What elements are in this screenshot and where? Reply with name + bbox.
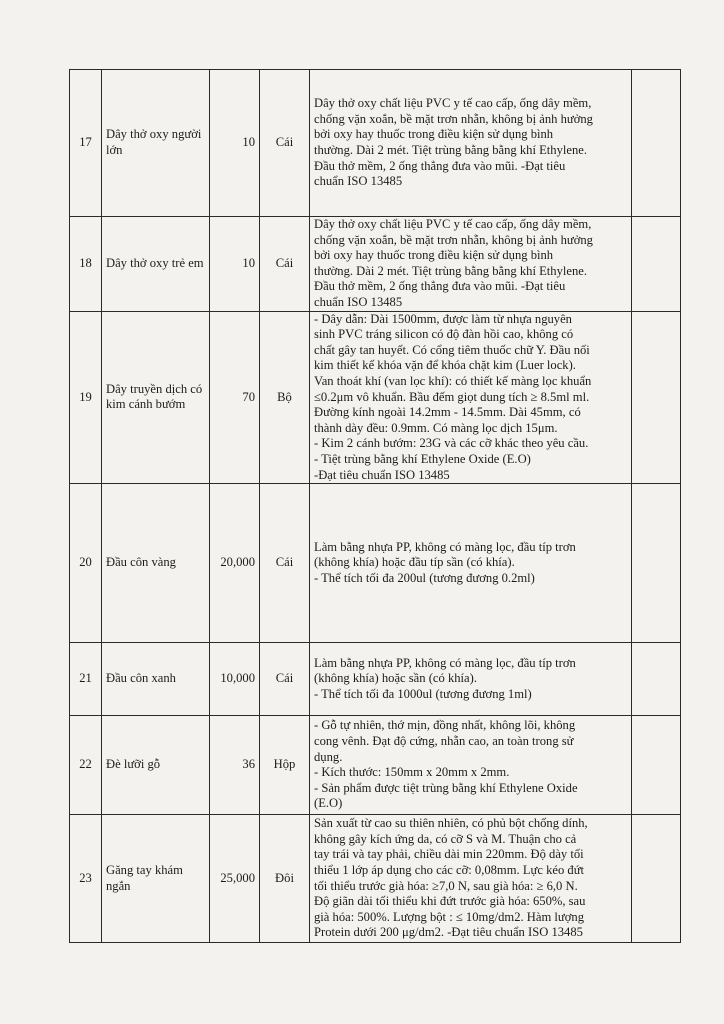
unit: Hộp (260, 716, 310, 815)
spec-line: Độ giãn dài tối thiểu khi đứt trước già hóa: 650%, sau (314, 894, 586, 909)
spec-line: thường. Dài 2 mét. Tiệt trùng bằng bằng khí Ethylene. (314, 143, 588, 157)
spec-line: thiểu 1 lớp áp dụng cho các cỡ: 0,08mm. Lực kéo đứt (314, 863, 585, 877)
spec-line: Dây thở oxy chất liệu PVC y tế cao cấp, ống dây mềm, (314, 217, 592, 231)
spec-line: bởi oxy hay thuốc trong điều kiện sử dụng bình (314, 127, 554, 142)
spec-line: chuẩn ISO 13485 (314, 174, 403, 189)
table-row (70, 217, 681, 312)
unit: Cái (260, 217, 310, 312)
product-name: Đầu côn xanh (102, 643, 210, 716)
spec-line: - Thể tích tối đa 200ul (tương đương 0.2ml) (314, 570, 535, 585)
spec-line: già hóa: 500%. Lượng bột : ≤ 10mg/dm2. Hàm lượng (314, 909, 584, 924)
spec-line: sinh PVC tráng silicon có độ đàn hồi cao, không có (314, 327, 574, 342)
unit: Cái (260, 70, 310, 217)
spec-line: ≤0.2μm vô khuẩn. Bầu đếm giọt dung tích ≥ 8.5ml ml. (314, 389, 590, 404)
empty-cell (632, 484, 681, 643)
spec-line: tối thiểu trước già hóa: ≥7,0 N, sau già hóa: ≥ 6,0 N. (314, 878, 578, 893)
spec-line: Protein dưới 200 μg/dm2. -Đạt tiêu chuẩn ISO 13485 (314, 925, 583, 940)
table-row (70, 484, 681, 643)
spec-line: Đầu thở mềm, 2 ống thẳng đưa vào mũi. -Đạt tiêu (314, 279, 566, 294)
product-name: Dây thở oxy trẻ em (102, 217, 210, 312)
specification (310, 484, 632, 643)
unit: Cái (260, 484, 310, 643)
spec-line: Đường kính ngoài 14.2mm - 14.5mm. Dài 45mm, có (314, 405, 581, 420)
spec-line: (không khía) hoặc đầu típ sần (có khía). (314, 555, 515, 570)
spec-line: - Gỗ tự nhiên, thớ mịn, đồng nhất, không lõi, không (314, 718, 576, 733)
row-number: 18 (70, 217, 102, 312)
table-row (70, 815, 681, 943)
quantity: 10 (210, 217, 260, 312)
product-spec-table (69, 69, 681, 943)
spec-line: thường. Dài 2 mét. Tiệt trùng bằng bằng khí Ethylene. (314, 263, 588, 278)
spec-line: - Sản phẩm được tiệt trùng bằng khí Ethylene Oxide (314, 780, 578, 795)
spec-line: Làm bằng nhựa PP, không có màng lọc, đầu típ trơn (314, 655, 576, 670)
specification (310, 70, 632, 217)
empty-cell (632, 217, 681, 312)
empty-cell (632, 311, 681, 484)
empty-cell (632, 716, 681, 815)
spec-line: (E.O) (314, 796, 343, 811)
spec-line: - Dây dẫn: Dài 1500mm, được làm từ nhựa nguyên (314, 311, 572, 326)
product-name: Dây truyền dịch có kim cánh bướm (102, 311, 210, 484)
spec-line: -Đạt tiêu chuẩn ISO 13485 (314, 467, 450, 482)
spec-line: cong vênh. Đạt độ cứng, nhẵn cao, an toàn trong sử (314, 733, 574, 748)
row-number: 19 (70, 311, 102, 484)
table-row (70, 70, 681, 217)
quantity: 10 (210, 70, 260, 217)
spec-line: Làm bằng nhựa PP, không có màng lọc, đầu típ trơn (314, 539, 576, 554)
spec-line: chống vặn xoắn, bề mặt trơn nhẵn, không bị ảnh hưởng (314, 111, 593, 126)
product-name: Găng tay khám ngắn (102, 815, 210, 943)
specification (310, 311, 632, 484)
spec-line: - Thể tích tối đa 1000ul (tương đương 1ml) (314, 686, 532, 701)
specification (310, 815, 632, 943)
specification (310, 643, 632, 716)
specification (310, 217, 632, 312)
empty-cell (632, 643, 681, 716)
product-name: Đè lưỡi gỗ (102, 716, 210, 815)
spec-line: dụng. (314, 749, 343, 764)
row-number: 20 (70, 484, 102, 643)
spec-line: không gây kích ứng da, có cỡ S và M. Thuận cho cả (314, 831, 577, 846)
spec-line: - Kích thước: 150mm x 20mm x 2mm. (314, 765, 510, 780)
quantity: 70 (210, 311, 260, 484)
spec-line: Dây thở oxy chất liệu PVC y tế cao cấp, ống dây mềm, (314, 96, 592, 111)
table-row (70, 716, 681, 815)
product-name: Dây thở oxy người lớn (102, 70, 210, 217)
spec-line: chất gây tan huyết. Có cổng tiêm thuốc chữ Y. Đầu nối (314, 342, 590, 357)
table-row (70, 311, 681, 484)
spec-line: tay trái và tay phải, chiều dài min 220mm. Độ dày tối (314, 847, 584, 862)
row-number: 23 (70, 815, 102, 943)
quantity: 25,000 (210, 815, 260, 943)
spec-line: - Tiệt trùng bằng khí Ethylene Oxide (E.O) (314, 451, 531, 466)
unit: Đôi (260, 815, 310, 943)
unit: Cái (260, 643, 310, 716)
empty-cell (632, 70, 681, 217)
spec-line: chuẩn ISO 13485 (314, 294, 403, 309)
spec-line: - Kim 2 cánh bướm: 23G và các cỡ khác theo yêu cầu. (314, 436, 589, 451)
spec-line: Sản xuất từ cao su thiên nhiên, có phủ bột chống dính, (314, 816, 588, 831)
quantity: 36 (210, 716, 260, 815)
row-number: 17 (70, 70, 102, 217)
quantity: 20,000 (210, 484, 260, 643)
spec-line: bởi oxy hay thuốc trong điều kiện sử dụng bình (314, 248, 554, 263)
row-number: 22 (70, 716, 102, 815)
spec-line: Đầu thở mềm, 2 ống thẳng đưa vào mũi. -Đạt tiêu (314, 158, 566, 173)
unit: Bộ (260, 311, 310, 484)
table-row (70, 643, 681, 716)
row-number: 21 (70, 643, 102, 716)
empty-cell (632, 815, 681, 943)
spec-line: Van thoát khí (van lọc khí): có thiết kế màng lọc khuẩn (314, 373, 592, 388)
specification (310, 716, 632, 815)
spec-line: thành dày đều: 0.9mm. Có màng lọc dịch 15μm. (314, 420, 558, 435)
quantity: 10,000 (210, 643, 260, 716)
product-name: Đầu côn vàng (102, 484, 210, 643)
spec-line: chống vặn xoắn, bề mặt trơn nhẵn, không bị ảnh hưởng (314, 232, 593, 247)
spec-line: kim thiết kế khóa vặn để khóa chặt kim (Luer lock). (314, 358, 576, 373)
spec-line: (không khía) hoặc sần (có khía). (314, 671, 477, 686)
